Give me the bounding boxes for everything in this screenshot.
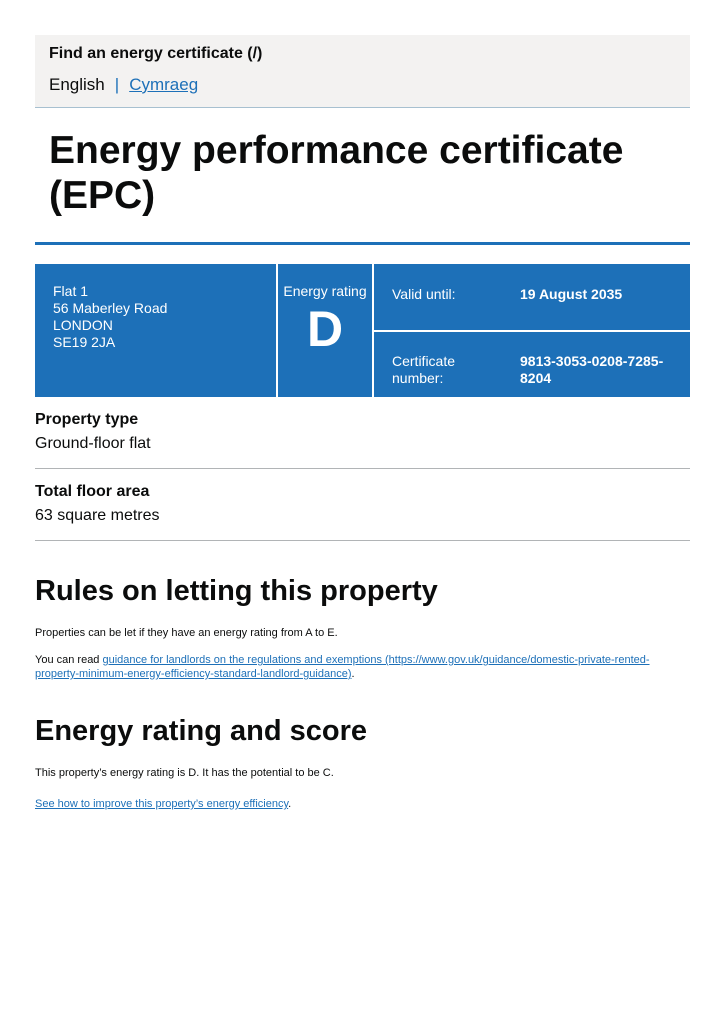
energy-score-heading: Energy rating and score — [35, 715, 367, 747]
improve-efficiency-paragraph — [35, 797, 685, 811]
letting-text: Properties can be let if they have an energy rating from A to E. — [35, 627, 338, 639]
property-type-value: Ground-floor flat — [35, 435, 151, 452]
guidance-suffix: . — [351, 668, 355, 680]
page-title: Energy performance certificate (EPC) — [49, 129, 624, 217]
energy-rating-label: Energy rating — [283, 283, 367, 299]
energy-rating-letter: D — [306, 301, 344, 357]
floor-area-value: 63 square metres — [35, 507, 160, 524]
floor-area-label: Total floor area — [35, 483, 150, 500]
certificate-number-label: Certificate number: — [392, 353, 456, 386]
language-switcher — [49, 75, 676, 95]
letting-guidance-text — [35, 653, 685, 681]
energy-score-text: This property’s energy rating is D. It has the potential to be C. — [35, 767, 334, 779]
property-address — [35, 264, 276, 397]
language-english: English — [49, 75, 105, 94]
property-type-label: Property type — [35, 411, 139, 428]
letting-heading: Rules on letting this property — [35, 575, 438, 607]
valid-until-value: 19 August 2035 — [520, 286, 623, 302]
language-cymraeg-link[interactable]: Cymraeg — [129, 75, 199, 94]
site-header — [35, 35, 690, 108]
title-divider — [35, 242, 690, 245]
service-name-link[interactable]: Find an energy certificate (/) — [49, 45, 263, 62]
floor-area-row — [35, 482, 690, 541]
guidance-prefix: You can read — [35, 654, 103, 666]
certificate-number-panel — [374, 332, 690, 397]
certificate-number-value: 9813-3053-0208-7285-8204 — [520, 353, 664, 386]
address-line: SE19 2JA — [53, 334, 116, 350]
landlord-guidance-link[interactable]: guidance for landlords on the regulations and exemptions (https://www.gov.uk/guidance/domestic-private-rented-property-minimum-energy-efficiency-standard-landlord-guidance) — [35, 654, 650, 680]
address-line: Flat 1 — [53, 283, 89, 299]
improve-link-suffix: . — [288, 798, 292, 810]
property-type-row — [35, 410, 690, 469]
epc-summary-banner — [35, 264, 690, 397]
address-line: 56 Maberley Road — [53, 300, 168, 316]
energy-rating-panel — [278, 264, 372, 397]
address-line: LONDON — [53, 317, 113, 333]
valid-until-label: Valid until: — [392, 286, 456, 302]
valid-until-panel — [374, 264, 690, 330]
language-separator: | — [114, 75, 120, 94]
improve-efficiency-link[interactable]: See how to improve this property’s energy efficiency — [35, 798, 289, 810]
